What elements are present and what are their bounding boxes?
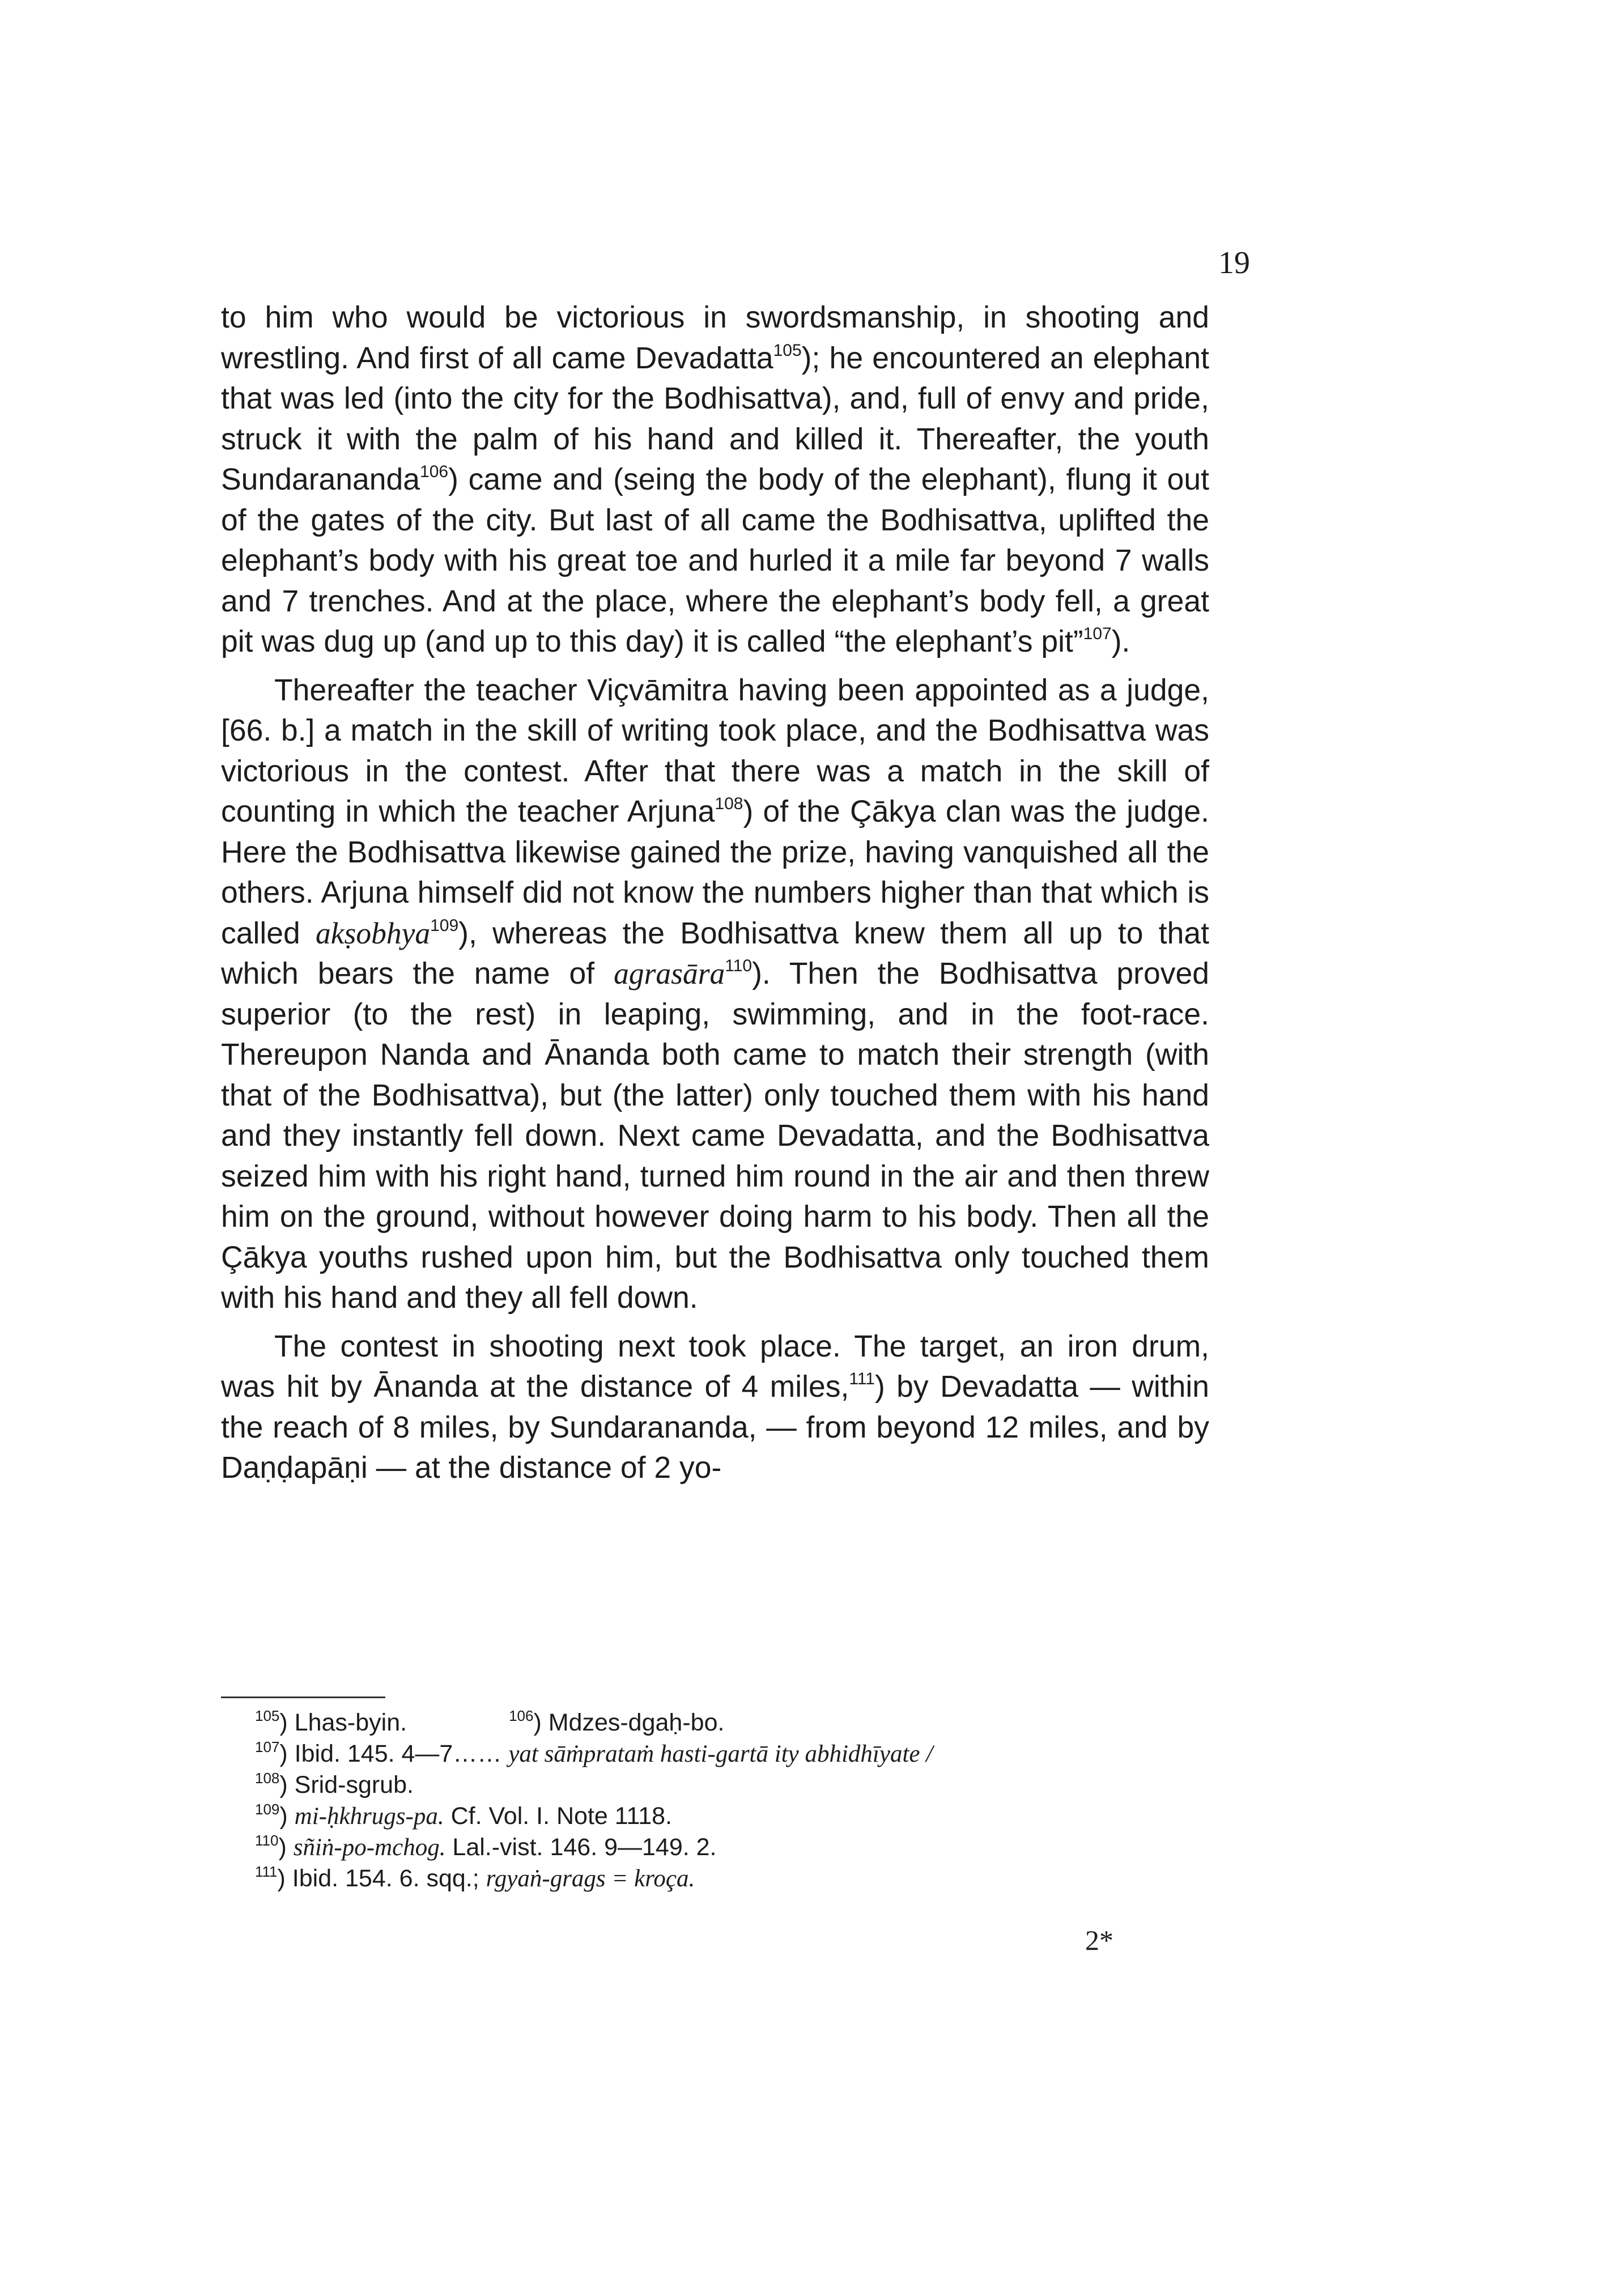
text-run: ) of the Çākya clan was the judge. Here the Bodhisattva likewise gained the prize, having vanquished all the others. Arjuna himself did not know the numbers higher than that which is called xyxy=(221,795,1209,950)
text-run: Thereafter the teacher Viçvāmitra having been appointed as a judge, [66. b.] a match in the skill of writing took place, and the Bodhisattva was victorious in the contest. After that there was a match in the skill of counting in which the teacher Arjuna xyxy=(221,673,1209,828)
paragraph-1 xyxy=(221,297,1209,662)
footnote-sanskrit: yat sāṁprataṁ hasti-gartā ity abhidhīyate / xyxy=(508,1741,933,1767)
text-run: ); he encountered an elephant that was led (into the city for the Bodhisattva), and, full of envy and pride, struck it with the palm of his hand and killed it. Thereafter, the youth Sundarananda xyxy=(221,341,1209,496)
footnote-number: 109 xyxy=(255,1801,280,1818)
footnote-text: ) Srid-sgrub. xyxy=(279,1771,414,1798)
text-run: ), whereas the Bodhisattva knew them all up to that which bears the name of xyxy=(221,916,1209,990)
footnote-number: 107 xyxy=(255,1738,280,1755)
footnote-number: 110 xyxy=(255,1832,279,1849)
footnote-text: ) Ibid. 145. 4—7…… xyxy=(279,1740,502,1767)
text-run: The contest in shooting next took place. The target, an iron drum, was hit by Ānanda at the distance of 4 miles, xyxy=(221,1329,1209,1404)
footnote-ref-108[interactable]: 108 xyxy=(715,794,743,813)
text-run: ). xyxy=(1111,625,1130,658)
footnotes xyxy=(255,1707,1218,1894)
body-text xyxy=(221,297,1209,1489)
paragraph-2 xyxy=(221,670,1209,1319)
footnote-tibetan: rgyaṅ-grags = kroça. xyxy=(486,1865,695,1892)
footnote-ref-109[interactable]: 109 xyxy=(430,916,459,935)
page-number: 19 xyxy=(1218,245,1250,280)
footnote-ref-111[interactable]: 111 xyxy=(849,1370,875,1388)
text-run: ) by Devadatta — within the reach of 8 miles, by Sundarananda, — from beyond 12 miles, and by Daṇḍapāṇi — at the distance of 2 yo- xyxy=(221,1370,1209,1485)
footnote-tibetan: mi-ḥkhrugs-pa. xyxy=(294,1803,444,1830)
paragraph-3 xyxy=(221,1326,1209,1489)
footnote-tibetan: sñiṅ-po-mchog. xyxy=(293,1834,446,1861)
footnote-number: 106 xyxy=(509,1707,534,1724)
footnote-ref-107[interactable]: 107 xyxy=(1083,624,1112,643)
footnote-text: ) Mdzes-dgaḥ-bo. xyxy=(533,1709,725,1736)
footnote-text: Cf. Vol. I. Note 1118. xyxy=(450,1802,672,1830)
footnote-text: ) Lhas-byin. xyxy=(279,1709,407,1736)
text-run: ) came and (seing the body of the elephant), flung it out of the gates of the city. But last of all came the Bodhisattva, uplifted the elephant’s body with his great toe and hurled it a mile far beyond 7 walls and 7 trenches. And at the place, where the elephant’s body fell, a great pit was dug up (and up to this day) it is called “the elephant’s pit” xyxy=(221,463,1209,658)
text-run: ). Then the Bodhisattva proved superior (to the rest) in leaping, swimming, and in the foot-race. Thereupon Nanda and Ānanda both came to match their strength (with that of the Bodhisattva), but (the latter) only touched them with his hand and they instantly fell down. Next came Devadatta, and the Bodhisattva seized him with his right hand, turned him round in the air and then threw him on the ground, without however doing harm to his body. Then all the Çākya youths rushed upon him, but the Bodhisattva only touched them with his hand and they all fell down. xyxy=(221,957,1209,1315)
footnote-text: ) Ibid. 154. 6. sqq.; xyxy=(277,1865,479,1892)
footnote-line: $^{109}$) mi-ḥkhrugs-pa. Cf. Vol. I. Note 1118. xyxy=(255,1801,672,1830)
footnote-line: $^{110}$) sñiṅ-po-mchog. Lal.-vist. 146. 9—149. 2. xyxy=(255,1832,717,1861)
footnote-text: Lal.-vist. 146. 9—149. 2. xyxy=(452,1834,717,1861)
footnote-ref-110[interactable]: 110 xyxy=(725,956,753,975)
footnote-number: 111 xyxy=(255,1863,278,1880)
footnote-number: 105 xyxy=(255,1707,280,1724)
footnote-divider xyxy=(221,1697,385,1698)
term-aksobhya: akṣobhya xyxy=(316,916,431,950)
term-agrasara: agrasāra xyxy=(614,956,725,990)
text-run: to him who would be victorious in swordsmanship, in shooting and wrestling. And first of all came Devadatta xyxy=(221,301,1209,375)
footnote-number: 108 xyxy=(255,1770,280,1787)
footnote-line xyxy=(255,1863,1218,1894)
footnote-ref-106[interactable]: 106 xyxy=(420,462,449,481)
footnote-line xyxy=(255,1770,1218,1801)
footnote-line xyxy=(255,1707,1218,1738)
footnote-ref-105[interactable]: 105 xyxy=(773,341,802,360)
footnote-line xyxy=(255,1738,1218,1770)
signature-mark: 2* xyxy=(1085,1924,1113,1956)
